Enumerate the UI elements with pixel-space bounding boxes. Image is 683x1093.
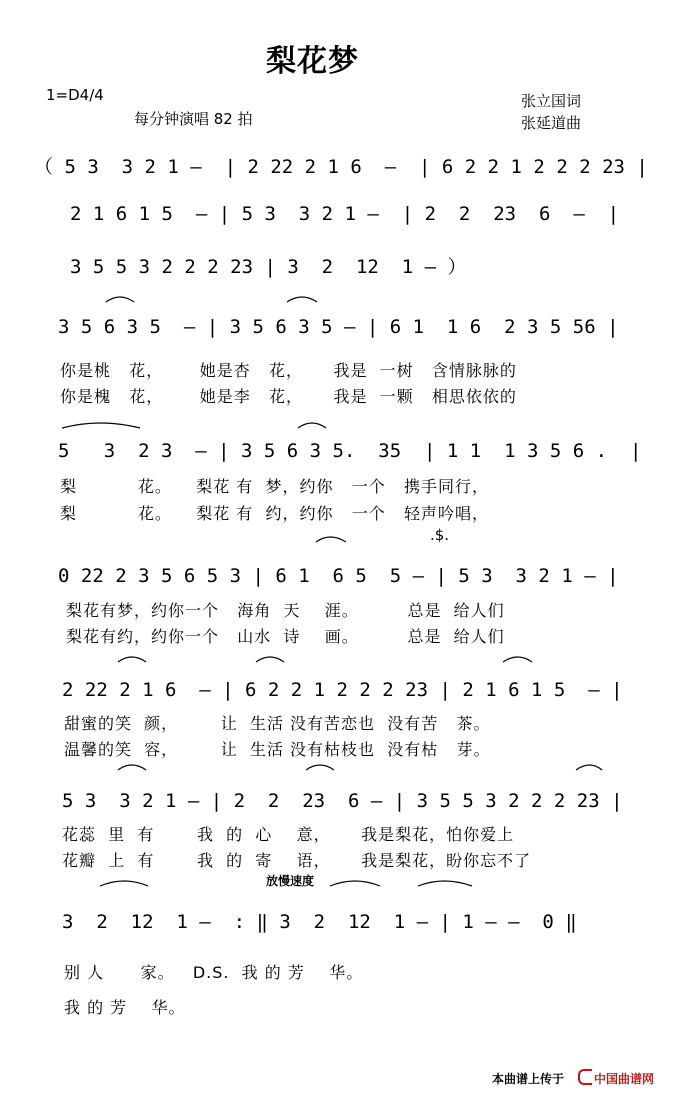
notation-row-8: 5 3 3 2 1 — | 2 2 23 6 — | 3 5 5 3 2 2 2 23 | (62, 790, 623, 812)
notation-row-1: （ 5 3 3 2 1 — | 2 22 2 1 6 — | 6 2 2 1 2 2 2 23 | (34, 156, 648, 178)
notation-row-4: 3 5 6 3 5 — | 3 5 6 3 5 — | 6 1 1 6 2 3 5 56 | (58, 316, 619, 338)
lyricist: 张立国词 (521, 92, 582, 110)
lyric-line: 你是槐 花， 她是李 花， 我是 一颗 相思依依的 (60, 387, 517, 406)
lyric-line: 梨 花。 梨花 有 约，约你 一个 轻声吟唱， (60, 504, 489, 523)
lyric-line: 花瓣 上 有 我 的 寄 语， 我是梨花，盼你忘不了 (62, 851, 532, 870)
footer-text: 本曲谱上传于 (492, 1072, 565, 1086)
composer: 张延道曲 (521, 114, 582, 132)
notation-row-3: 3 5 5 3 2 2 2 23 | 3 2 12 1 — ） (70, 256, 467, 278)
key-signature: 1=D4/4 (46, 86, 104, 104)
song-title: 梨花梦 (266, 44, 359, 79)
notation-row-7: 2 22 2 1 6 — | 6 2 2 1 2 2 2 23 | 2 1 6 1 5 — | (62, 679, 623, 701)
lyric-line: 我 的 芳 华。 (64, 998, 186, 1017)
notation-row-5: 5 3 2 3 — | 3 5 6 3 5. 35 | 1 1 1 3 5 6 . | (58, 440, 642, 462)
notation-row-6: 0 22 2 3 5 6 5 3 | 6 1 6 5 5 — | 5 3 3 2 1 — | (58, 565, 619, 587)
lyric-line: 梨花有梦，约你一个 海角 天 涯。 总是 给人们 (66, 601, 505, 620)
lyric-line: 梨花有约，约你一个 山水 诗 画。 总是 给人们 (66, 627, 505, 646)
site-logo-text: 中国曲谱网 (594, 1072, 655, 1086)
logo-icon (578, 1069, 592, 1085)
tempo-marking: 放慢速度 (266, 874, 315, 888)
lyric-line: 甜蜜的笑 颜， 让 生活 没有苦恋也 没有苦 茶。 (64, 714, 491, 733)
lyric-line: 温馨的笑 容， 让 生活 没有枯枝也 没有枯 芽。 (64, 740, 491, 759)
site-logo (578, 1069, 654, 1087)
lyric-line: 你是桃 花， 她是杏 花， 我是 一树 含情脉脉的 (60, 361, 517, 380)
lyric-line: 梨 花。 梨花 有 梦，约你 一个 携手同行， (60, 477, 489, 496)
lyric-line: 花蕊 里 有 我 的 心 意， 我是梨花，怕你爱上 (62, 825, 515, 844)
segno-mark: .$. (430, 526, 450, 544)
notation-row-2: 2 1 6 1 5 — | 5 3 3 2 1 — | 2 2 23 6 — | (70, 203, 620, 225)
tempo-text: 每分钟演唱 82 拍 (134, 110, 253, 128)
notation-row-9: 3 2 12 1 — : ‖ 3 2 12 1 — | 1 — — 0 ‖ (62, 911, 577, 933)
lyric-line: 别 人 家。 D.S. 我 的 芳 华。 (64, 963, 364, 982)
